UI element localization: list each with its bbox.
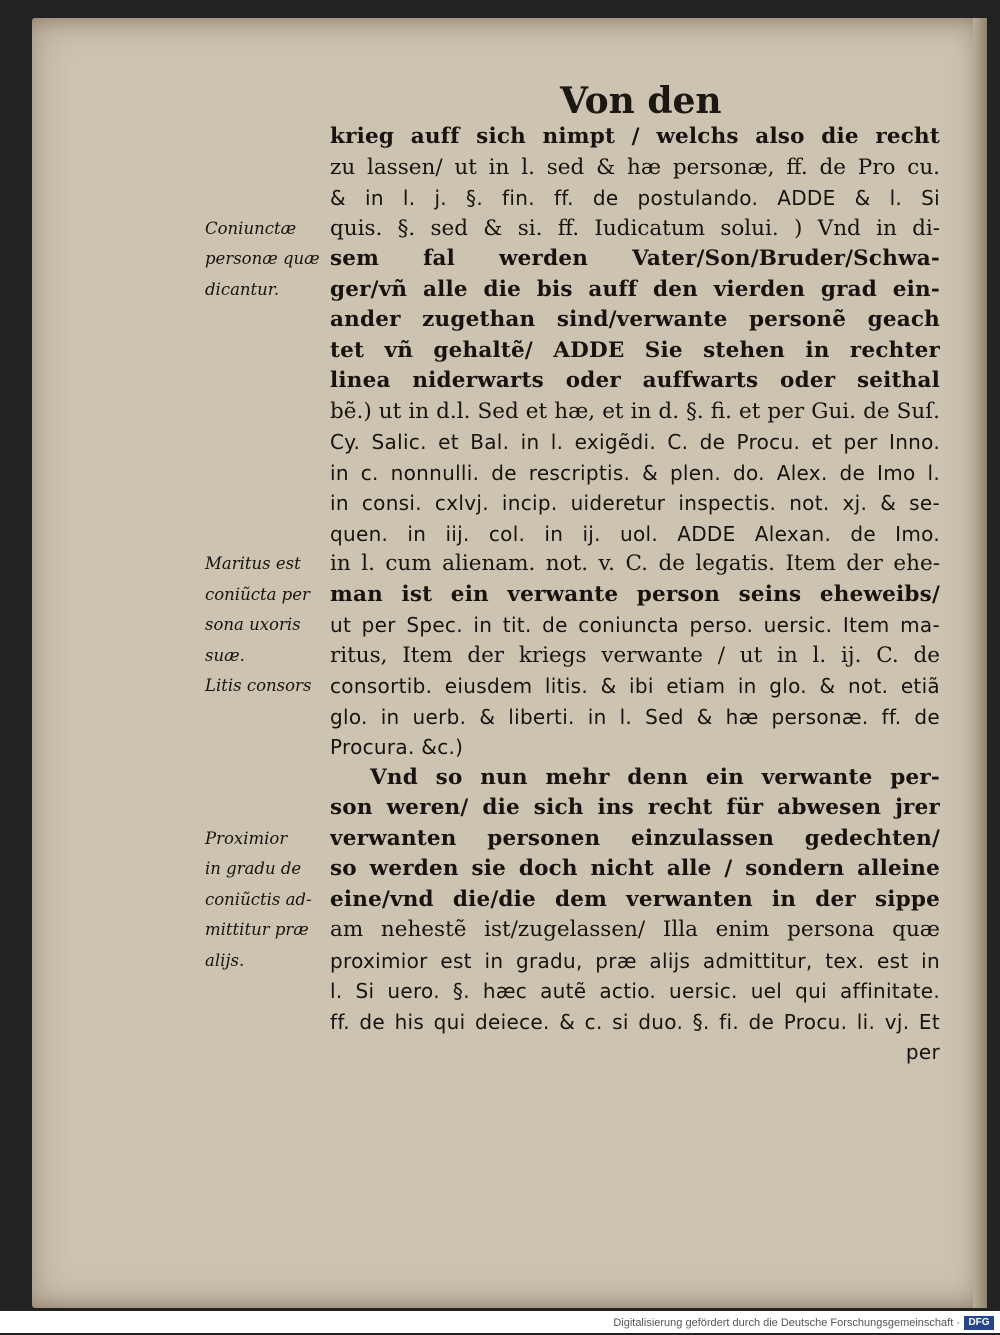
margin-note-line: Maritus est <box>205 554 301 573</box>
text-line: Cy. Salic. et Bal. in l. exigẽdi. C. de Procu. et per Inno. <box>330 430 940 454</box>
text-line: bẽ.) ut in d.l. Sed et hæ, et in d. §. fi. et per Gui. de Suſ. <box>330 398 940 424</box>
text-line: eine/vnd die/die dem verwanten in der sippe <box>330 886 940 912</box>
margin-note-line: Coniunctæ <box>205 218 297 238</box>
text-line: zu lassen/ ut in l. sed & hæ personæ, ff. de Pro cu. <box>330 154 940 180</box>
margin-note-line: Litis consors <box>205 676 312 695</box>
margin-note <box>205 671 330 702</box>
text-line: krieg auff sich nimpt / welchs also die recht <box>330 124 940 149</box>
text-line: Vnd so nun mehr denn ein verwante per- <box>370 764 940 790</box>
margin-note-line: in gradu de <box>205 859 302 878</box>
text-line: verwanten personen einzulassen gedechten/ <box>330 825 940 851</box>
text-line: proximior est in gradu, præ alijs admittitur, tex. est in <box>330 948 940 973</box>
text-line: sem fal werden Vater/Son/Bruder/Schwa- <box>330 246 940 271</box>
page-edge <box>973 18 987 1308</box>
text-line: quis. §. sed & si. ff. Iudicatum solui. ) Vnd in di- <box>330 215 940 241</box>
text-line: man ist ein verwante person seins eheweibs/ <box>330 581 940 607</box>
text-line: son weren/ die sich ins recht für abwesen jrer <box>330 795 940 820</box>
text-line: per <box>905 1040 940 1064</box>
text-line: tet vñ gehaltẽ/ ADDE Sie stehen in rechter <box>330 337 940 363</box>
dfg-logo-icon: DFG <box>964 1316 994 1330</box>
text-line: in c. nonnulli. de rescriptis. & plen. do. Alex. de Imo l. <box>330 460 940 485</box>
text-line: linea niderwarts oder auffwarts oder seithal <box>330 368 940 393</box>
margin-note-line: Proximior <box>205 828 288 848</box>
text-line: l. Si uero. §. hæc autẽ actio. uersic. uel qui affinitate. <box>330 979 940 1003</box>
margin-note-line: alijs. <box>205 950 245 970</box>
text-line: & in l. j. §. fin. ff. de postulando. ADDE & l. Si <box>330 186 940 210</box>
text-line: ut per Spec. in tit. de coniuncta perso. uersic. Item ma- <box>330 613 940 637</box>
text-line: consortib. eiusdem litis. & ibi etiam in glo. & not. etiã <box>330 674 940 698</box>
text-line: so werden sie doch nicht alle / sondern alleine <box>330 856 940 881</box>
text-line: am nehestẽ ist/zugelassen/ Illa enim persona quæ <box>330 917 940 942</box>
margin-note <box>205 549 330 671</box>
running-head: Von den <box>560 80 722 122</box>
margin-note <box>205 214 330 306</box>
text-line: ritus, Item der kriegs verwante / ut in l. ij. C. de <box>330 642 940 668</box>
margin-note <box>205 824 330 977</box>
body-text <box>330 122 940 1068</box>
text-line: glo. in uerb. & liberti. in l. Sed & hæ personæ. ff. de <box>330 704 940 729</box>
text-line: ff. de his qui deiece. & c. si duo. §. fi. de Procu. li. vj. Et <box>330 1009 940 1034</box>
text-line: Procura. &c.) <box>330 735 464 759</box>
margin-note-line: sona uxoris <box>205 615 301 634</box>
margin-note-line: mittitur præ <box>205 920 309 939</box>
footer-bar <box>0 1311 1000 1333</box>
margin-note-line: coniũcta per <box>205 584 310 604</box>
margin-note-line: suæ. <box>205 645 245 665</box>
funding-credit: Digitalisierung gefördert durch die Deutsche Forschungsgemeinschaft · <box>613 1317 960 1329</box>
margin-note-line: dicantur. <box>205 279 280 299</box>
margin-note-line: personæ quæ <box>205 249 320 268</box>
text-line: in l. cum alienam. not. v. C. de legatis. Item der ehe- <box>330 551 940 576</box>
text-line: quen. in iij. col. in ij. uol. ADDE Alexan. de Imo. <box>330 521 940 546</box>
margin-note-line: coniũctis ad- <box>205 889 312 909</box>
text-line: ger/vñ alle die bis auff den vierden grad ein- <box>330 276 940 302</box>
text-line: ander zugethan sind/verwante personẽ geach <box>330 307 940 332</box>
text-line: in consi. cxlvj. incip. uideretur inspectis. not. xj. & se- <box>330 491 940 515</box>
